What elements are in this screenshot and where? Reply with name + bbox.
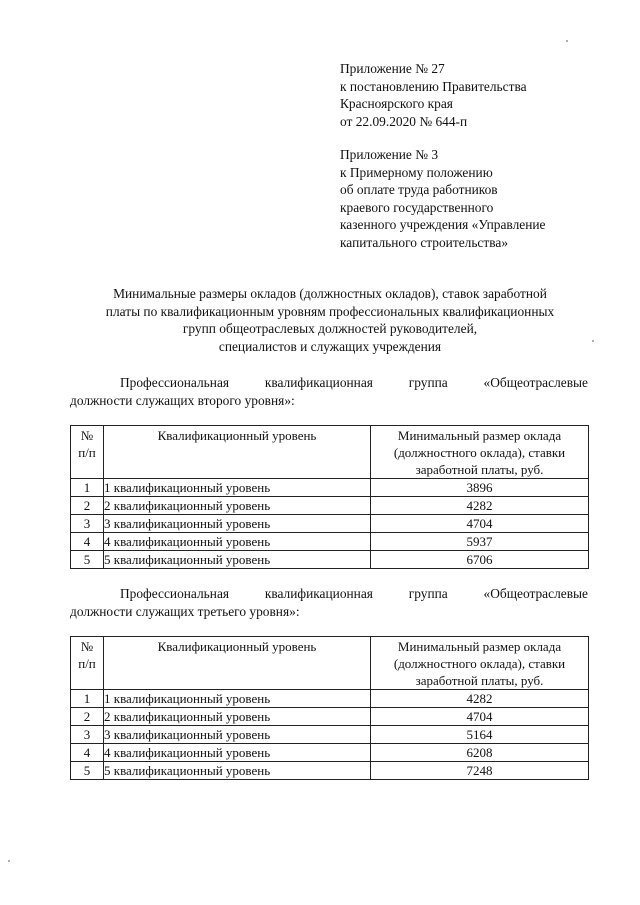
appendix-3-line: краевого государственного — [340, 199, 494, 215]
appendix-3-block — [340, 146, 620, 251]
table-row — [71, 726, 589, 744]
table-row — [71, 533, 589, 551]
header-num-abbr: п/п — [78, 445, 96, 460]
header-num — [71, 637, 104, 690]
row-salary: 4282 — [371, 690, 589, 708]
appendix-3-line: об оплате труда работников — [340, 182, 498, 197]
appendix-3-line: Приложение № 3 — [340, 147, 439, 162]
group-heading-word: квалификационная — [264, 375, 373, 390]
table-header-row — [71, 426, 589, 479]
title-line: Минимальные размеры окладов (должностных окладов), ставок заработной — [113, 286, 547, 301]
salary-table-third-level — [70, 636, 589, 780]
title-line: групп общеотраслевых должностей руководителей, — [182, 321, 478, 336]
header-num — [71, 426, 104, 479]
table-row — [71, 515, 589, 533]
salary-table-second-level — [70, 425, 589, 569]
row-salary: 5937 — [371, 533, 589, 551]
appendix-27-line: от 22.09.2020 № 644-п — [340, 113, 468, 129]
row-level: 3 квалификационный уровень — [104, 515, 371, 533]
group-heading-word: «Общеотраслевые — [483, 375, 588, 390]
scan-speck — [566, 40, 568, 42]
row-num: 3 — [71, 726, 104, 744]
row-level: 2 квалификационный уровень — [104, 708, 371, 726]
group-heading-word: группа — [408, 375, 448, 390]
appendix-27-line: к постановлению Правительства — [340, 78, 527, 94]
group-heading-word: группа — [408, 586, 448, 601]
table-header-row — [71, 637, 589, 690]
header-num-symbol: № — [80, 428, 94, 443]
header-level: Квалификационный уровень — [104, 637, 371, 690]
appendix-3-line: казенного учреждения «Управление — [340, 217, 546, 232]
group-heading-word: Профессиональная — [120, 586, 230, 601]
row-salary: 5164 — [371, 726, 589, 744]
row-salary: 6706 — [371, 551, 589, 569]
row-level: 2 квалификационный уровень — [104, 497, 371, 515]
scan-speck — [592, 340, 594, 342]
table-row — [71, 762, 589, 780]
row-salary: 3896 — [371, 479, 589, 497]
table-row — [71, 479, 589, 497]
header-salary — [371, 637, 589, 690]
row-level: 1 квалификационный уровень — [104, 479, 371, 497]
table-row — [71, 551, 589, 569]
header-num-abbr: п/п — [78, 656, 96, 671]
scan-speck — [8, 860, 10, 862]
title-line: специалистов и служащих учреждения — [218, 338, 442, 354]
group-heading-word: Профессиональная — [120, 375, 230, 390]
table-row — [71, 708, 589, 726]
header-salary-line: (должностного оклада), ставки — [393, 656, 566, 671]
table-row — [71, 497, 589, 515]
header-salary-line: Минимальный размер оклада — [397, 428, 562, 443]
row-level: 5 квалификационный уровень — [104, 551, 371, 569]
header-salary-line: заработной платы, руб. — [415, 462, 544, 477]
row-salary: 4704 — [371, 708, 589, 726]
group-heading-word: квалификационная — [264, 586, 373, 601]
row-level: 1 квалификационный уровень — [104, 690, 371, 708]
header-level: Квалификационный уровень — [104, 426, 371, 479]
row-num: 2 — [71, 708, 104, 726]
row-level: 4 квалификационный уровень — [104, 744, 371, 762]
table-row — [71, 744, 589, 762]
row-num: 4 — [71, 533, 104, 551]
row-num: 5 — [71, 762, 104, 780]
appendix-3-line: к Примерному положению — [340, 164, 493, 180]
row-salary: 4704 — [371, 515, 589, 533]
row-num: 1 — [71, 690, 104, 708]
appendix-27-line: Приложение № 27 — [340, 61, 445, 76]
group-heading-line2: должности служащих третьего уровня»: — [70, 603, 300, 619]
header-salary-line: Минимальный размер оклада — [397, 639, 562, 654]
row-level: 5 квалификационный уровень — [104, 762, 371, 780]
row-num: 4 — [71, 744, 104, 762]
row-num: 5 — [71, 551, 104, 569]
header-num-symbol: № — [80, 639, 94, 654]
row-num: 3 — [71, 515, 104, 533]
row-level: 4 квалификационный уровень — [104, 533, 371, 551]
row-level: 3 квалификационный уровень — [104, 726, 371, 744]
header-salary-line: (должностного оклада), ставки — [393, 445, 566, 460]
row-salary: 4282 — [371, 497, 589, 515]
row-num: 2 — [71, 497, 104, 515]
group-heading-word: «Общеотраслевые — [483, 586, 588, 601]
appendix-27-block — [340, 60, 620, 130]
group-heading-line2: должности служащих второго уровня»: — [70, 392, 295, 408]
table-row — [71, 690, 589, 708]
row-salary: 7248 — [371, 762, 589, 780]
header-salary-line: заработной платы, руб. — [415, 673, 544, 688]
row-salary: 6208 — [371, 744, 589, 762]
appendix-3-line: капитального строительства» — [340, 234, 509, 250]
appendix-27-line: Красноярского края — [340, 96, 453, 111]
document-title — [60, 285, 600, 355]
group-1-heading — [70, 374, 588, 409]
header-salary — [371, 426, 589, 479]
row-num: 1 — [71, 479, 104, 497]
title-line: платы по квалификационным уровням профессиональных квалификационных — [105, 303, 555, 319]
group-2-heading — [70, 585, 588, 620]
